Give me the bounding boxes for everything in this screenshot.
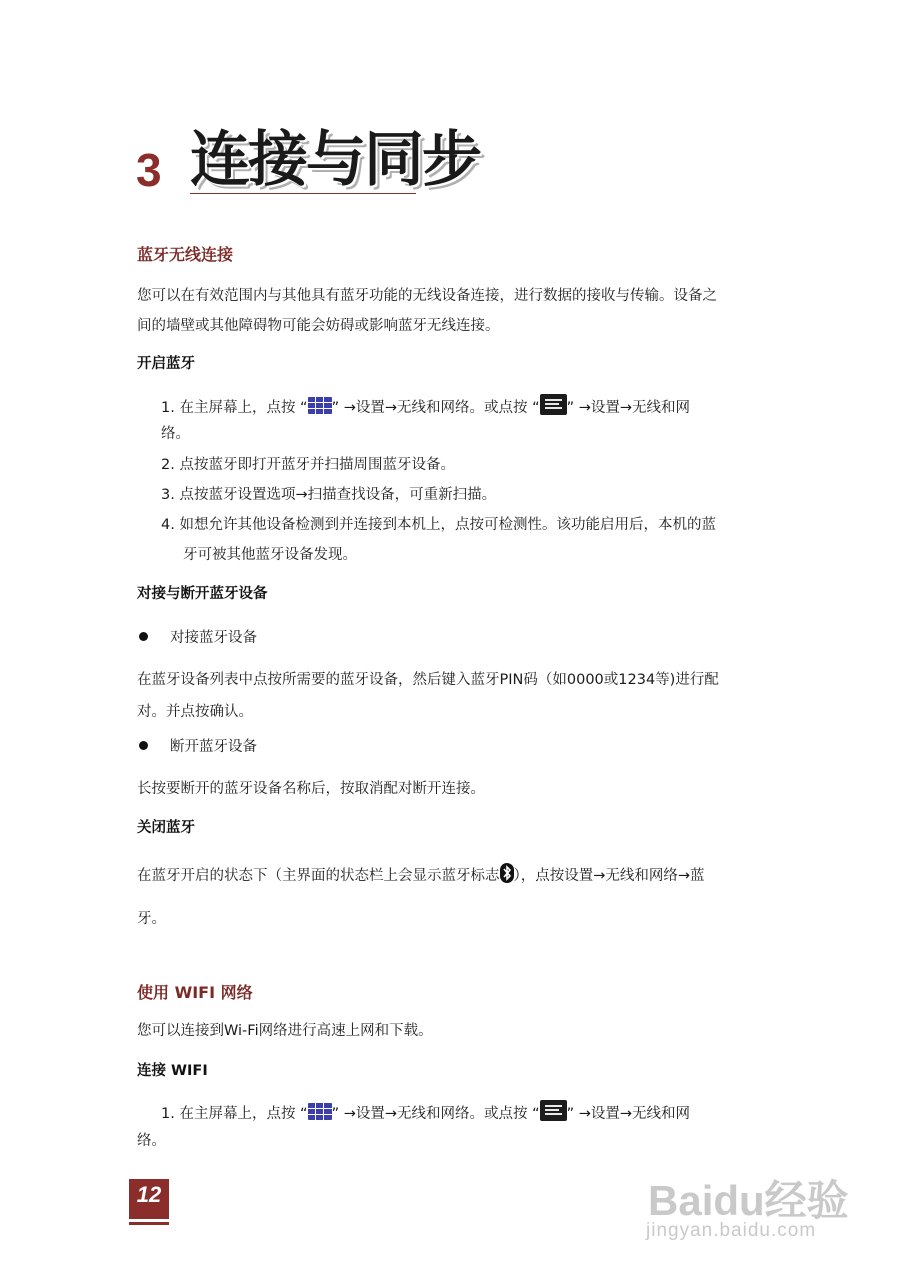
step-text: ” →设置→无线和网络。或点按 “	[331, 1106, 540, 1122]
step-text: ” →设置→无线和网	[566, 1106, 691, 1122]
step-text: 1. 在主屏幕上，点按 “	[161, 400, 308, 416]
menu-icon	[540, 1100, 567, 1121]
step-text: ” →设置→无线和网络。或点按 “	[331, 400, 540, 416]
paragraph: 间的墙壁或其他障碍物可能会妨碍或影响蓝牙无线连接。	[137, 318, 500, 334]
bullet	[139, 632, 148, 641]
subheading-enable-bluetooth: 开启蓝牙	[137, 356, 195, 372]
chapter-title-underline	[190, 193, 416, 194]
paragraph: 牙。	[137, 911, 166, 927]
bullet	[139, 741, 148, 750]
step-4-continued: 牙可被其他蓝牙设备发现。	[183, 547, 357, 563]
wifi-step-1-continued: 络。	[137, 1133, 166, 1149]
bullet-item-pair: 对接蓝牙设备	[170, 630, 257, 646]
section-heading-bluetooth: 蓝牙无线连接	[137, 245, 234, 264]
step-3: 3. 点按蓝牙设置选项→扫描查找设备，可重新扫描。	[161, 487, 497, 503]
subheading-close-bluetooth: 关闭蓝牙	[137, 820, 195, 836]
step-1-continued: 络。	[161, 426, 190, 442]
paragraph: 您可以连接到Wi-Fi网络进行高速上网和下载。	[137, 1023, 433, 1039]
step-text: 1. 在主屏幕上，点按 “	[161, 1106, 308, 1122]
subheading-pair-unpair: 对接与断开蓝牙设备	[137, 586, 268, 602]
step-2: 2. 点按蓝牙即打开蓝牙并扫描周围蓝牙设备。	[161, 457, 455, 473]
step-text: ” →设置→无线和网	[566, 400, 691, 416]
subheading-connect-wifi: 连接 WIFI	[137, 1063, 208, 1079]
bullet-item-unpair: 断开蓝牙设备	[170, 739, 257, 755]
bluetooth-icon	[500, 863, 514, 883]
paragraph: 您可以在有效范围内与其他具有蓝牙功能的无线设备连接，进行数据的接收与传输。设备之	[137, 288, 717, 304]
paragraph: 对。并点按确认。	[137, 704, 253, 720]
section-heading-wifi: 使用 WIFI 网络	[137, 983, 253, 1002]
paragraph	[137, 863, 705, 886]
chapter-number: 3	[136, 144, 162, 196]
paragraph-text: ），点按设置→无线和网络→蓝	[513, 868, 705, 884]
menu-icon	[540, 394, 567, 415]
baidu-watermark-logo: Baidu经验	[648, 1177, 849, 1224]
apps-grid-icon	[308, 1103, 332, 1120]
paragraph: 长按要断开的蓝牙设备名称后，按取消配对断开连接。	[137, 781, 485, 797]
apps-grid-icon	[308, 397, 332, 414]
page-number-rule	[129, 1222, 169, 1225]
baidu-watermark-url: jingyan.baidu.com	[646, 1220, 817, 1241]
step-1	[161, 394, 690, 418]
step-4: 4. 如想允许其他设备检测到并连接到本机上，点按可检测性。该功能启用后，本机的蓝	[161, 517, 716, 533]
paragraph-text: 在蓝牙开启的状态下（主界面的状态栏上会显示蓝牙标志	[137, 868, 500, 884]
page-number: 12	[136, 1182, 162, 1207]
paragraph: 在蓝牙设备列表中点按所需要的蓝牙设备，然后键入蓝牙PIN码（如0000或1234等)进行配	[137, 672, 719, 688]
chapter-title: 连接与同步	[190, 125, 480, 195]
wifi-step-1	[161, 1100, 690, 1124]
